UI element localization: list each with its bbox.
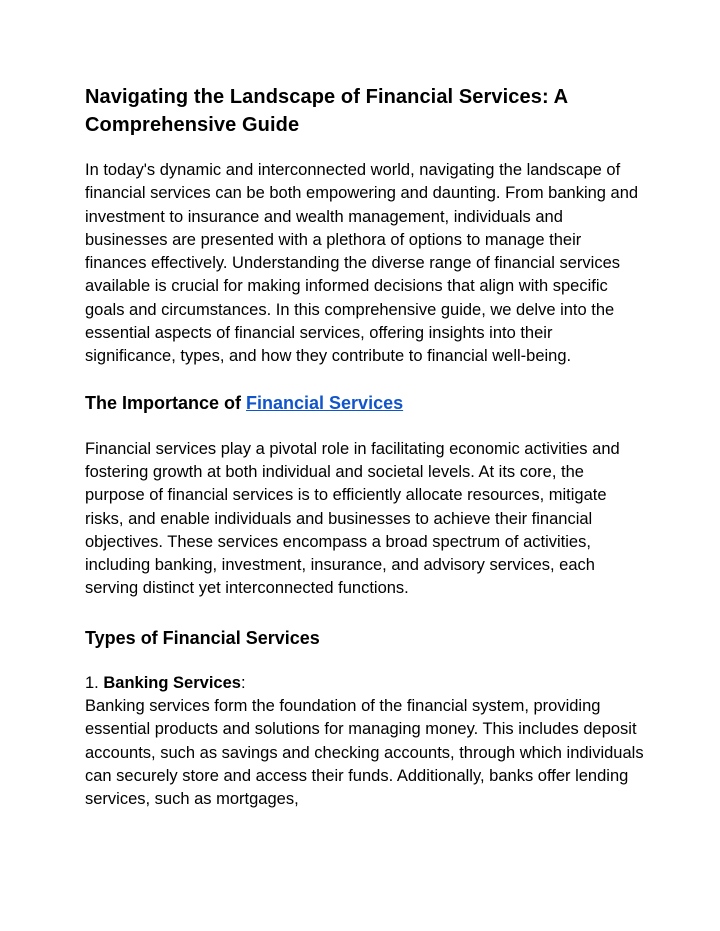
banking-services-description: Banking services form the foundation of the financial system, providing essential products and solutions for managing money. This includes deposit accounts, such as savings and checking accounts, through which individuals can securely store and access their funds. Additionally, banks offer lending services, such as mortgages, [85,697,644,809]
importance-heading [85,391,645,415]
document-page [85,84,645,812]
importance-heading-text: The Importance of [85,392,247,413]
document-title: Navigating the Landscape of Financial Services: A Comprehensive Guide [85,86,568,136]
types-heading: Types of Financial Services [85,627,320,648]
importance-paragraph: Financial services play a pivotal role in facilitating economic activities and fostering growth at both individual and societal levels. At its core, the purpose of financial services is to efficiently allocate resources, mitigate risks, and enable individuals and businesses to achieve their financial objectives. These services encompass a broad spectrum of activities, including banking, investment, insurance, and advisory services, each serving distinct yet interconnected functions. [85,439,620,598]
banking-services-item [85,672,645,812]
list-number: 1. [85,673,104,692]
intro-paragraph: In today's dynamic and interconnected world, navigating the landscape of financial services can be both empowering and daunting. From banking and investment to insurance and wealth management, individuals and businesses are presented with a plethora of options to manage their finances effectively. Understanding the diverse range of financial services available is crucial for making informed decisions that align with specific goals and circumstances. In this comprehensive guide, we delve into the essential aspects of financial services, offering insights into their significance, types, and how they contribute to financial well-being. [85,161,639,366]
financial-services-link[interactable]: Financial Services [246,392,404,413]
banking-services-label: Banking Services [103,673,241,692]
label-colon: : [240,673,246,692]
